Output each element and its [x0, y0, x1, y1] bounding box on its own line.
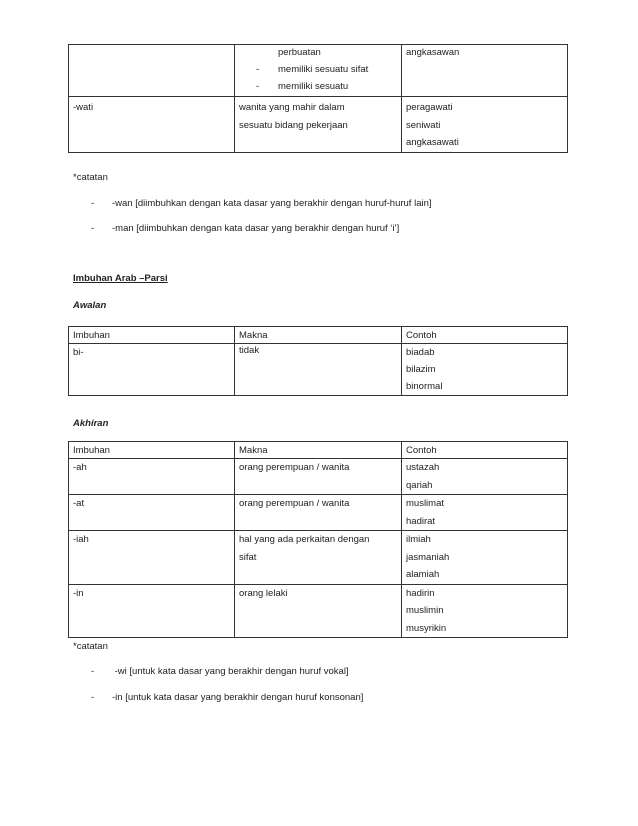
cell-contoh	[402, 459, 568, 495]
cell-makna	[235, 584, 402, 638]
note-text: -in [untuk kata dasar yang berakhir dengan huruf konsonan]	[112, 692, 364, 703]
makna-line: tidak	[239, 345, 260, 356]
header-imbuhan: Imbuhan	[69, 442, 235, 459]
contoh-line: hadirat	[406, 515, 436, 527]
makna-line: memiliki sesuatu sifat	[278, 64, 369, 75]
contoh-line: binormal	[406, 381, 443, 392]
note-text: -man [diimbuhkan dengan kata dasar yang berakhir dengan huruf ‘i’]	[112, 223, 400, 234]
bullet-dash: -	[256, 81, 260, 92]
contoh-line: ustazah	[406, 462, 440, 473]
cell-contoh	[402, 344, 568, 396]
table-header-row	[69, 442, 568, 459]
cell-makna	[235, 459, 402, 495]
makna-line: memiliki sesuatu	[278, 81, 349, 92]
contoh-line: hadirin	[406, 587, 435, 599]
cell-imbuhan: -wati	[69, 97, 235, 153]
makna-line: orang lelaki	[239, 587, 288, 599]
cell-contoh	[402, 45, 568, 97]
contoh-line: angkasawati	[406, 137, 459, 148]
bullet-dash: -	[91, 692, 95, 703]
contoh-line: bilazim	[406, 364, 436, 375]
contoh-line: qariah	[406, 479, 433, 491]
cell-imbuhan: -at	[69, 495, 235, 531]
contoh-line: jasmaniah	[406, 551, 450, 563]
makna-line: orang perempuan / wanita	[239, 462, 350, 473]
table-row	[69, 344, 568, 396]
cell-imbuhan: -iah	[69, 531, 235, 585]
note-text: -wi [untuk kata dasar yang berakhir dengan huruf vokal]	[112, 666, 349, 677]
makna-line: wanita yang mahir dalam	[239, 102, 345, 113]
header-makna: Makna	[235, 327, 402, 344]
contoh-line: muslimin	[406, 605, 444, 616]
table-akhiran-melayu-continued	[68, 44, 568, 153]
note-title: *catatan	[73, 172, 108, 183]
cell-imbuhan	[69, 45, 235, 97]
makna-line: hal yang ada perkaitan dengan	[239, 534, 370, 545]
table-header-row	[69, 327, 568, 344]
makna-line: sifat	[239, 551, 257, 563]
table-row	[69, 495, 568, 531]
cell-contoh	[402, 495, 568, 531]
subheading-awalan: Awalan	[73, 300, 107, 311]
cell-makna	[235, 45, 402, 97]
section-heading: Imbuhan Arab –Parsi	[73, 273, 168, 284]
table-row	[69, 584, 568, 638]
cell-makna	[235, 97, 402, 153]
makna-line: perbuatan	[278, 47, 321, 58]
contoh-line: muslimat	[406, 498, 445, 509]
table-row	[69, 45, 568, 97]
contoh-line: seniwati	[406, 119, 441, 131]
contoh-line: musyrikin	[406, 622, 447, 634]
cell-makna	[235, 344, 402, 396]
cell-contoh	[402, 97, 568, 153]
contoh-line: angkasawan	[406, 47, 460, 58]
header-contoh: Contoh	[402, 442, 568, 459]
contoh-line: alamiah	[406, 569, 440, 580]
cell-contoh	[402, 584, 568, 638]
table-row	[69, 97, 568, 153]
makna-line: sesuatu bidang pekerjaan	[239, 119, 348, 131]
cell-imbuhan: -ah	[69, 459, 235, 495]
note-item	[91, 198, 432, 209]
makna-line: orang perempuan / wanita	[239, 498, 350, 509]
table-row	[69, 459, 568, 495]
header-contoh: Contoh	[402, 327, 568, 344]
header-makna: Makna	[235, 442, 402, 459]
table-awalan	[68, 326, 568, 396]
header-imbuhan: Imbuhan	[69, 327, 235, 344]
note-item	[91, 223, 399, 234]
note-title: *catatan	[73, 641, 108, 652]
contoh-line: ilmiah	[406, 534, 431, 545]
cell-contoh	[402, 531, 568, 585]
subheading-akhiran: Akhiran	[73, 418, 109, 429]
note-item	[91, 666, 349, 677]
cell-imbuhan: bi-	[69, 344, 235, 396]
note-text: -wan [diimbuhkan dengan kata dasar yang berakhir dengan huruf-huruf lain]	[112, 198, 432, 209]
bullet-dash: -	[256, 64, 260, 75]
cell-makna	[235, 531, 402, 585]
contoh-line: peragawati	[406, 102, 453, 113]
contoh-line: biadab	[406, 347, 435, 358]
bullet-dash: -	[91, 198, 95, 209]
cell-imbuhan: -in	[69, 584, 235, 638]
cell-makna	[235, 495, 402, 531]
bullet-dash: -	[91, 223, 95, 234]
table-akhiran	[68, 441, 568, 638]
table-row	[69, 531, 568, 585]
note-item	[91, 692, 363, 703]
bullet-dash: -	[91, 666, 95, 677]
